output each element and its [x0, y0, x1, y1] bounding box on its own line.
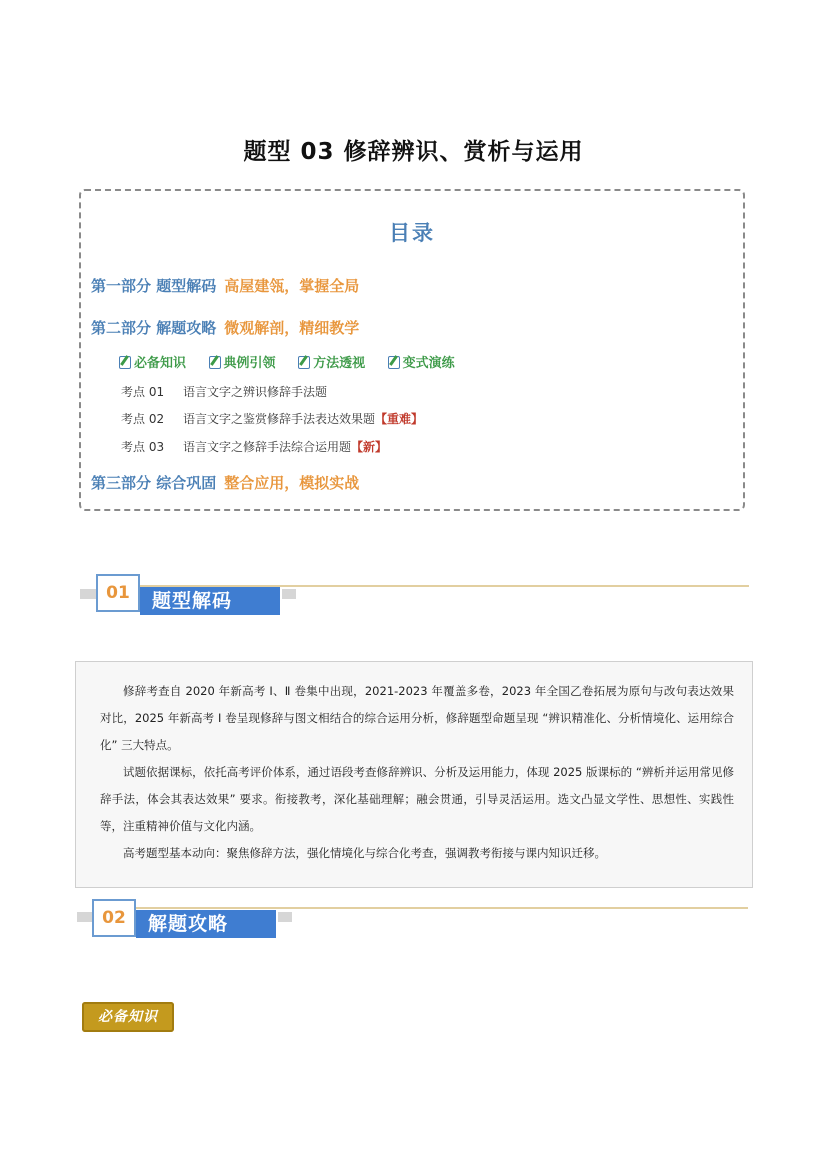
section-number: 02	[92, 899, 136, 937]
toc-point-mark: 【重难】	[375, 412, 424, 426]
section-decor	[282, 589, 296, 599]
section-title-text: 解题攻略	[148, 913, 229, 935]
section-decor	[77, 912, 93, 922]
toc-part-name: 第一部分 题型解码	[91, 277, 217, 295]
toc-tag[interactable]	[298, 352, 365, 371]
toc-point-code: 考点 01	[121, 385, 165, 399]
toc-part-3[interactable]	[91, 472, 359, 493]
edit-icon	[119, 356, 131, 369]
toc-part-slogan: 整合应用，模拟实战	[224, 474, 360, 492]
section-title-text: 题型解码	[152, 590, 233, 612]
toc-heading: 目录	[389, 221, 435, 245]
toc-point-text: 语言文字之鉴赏修辞手法表达效果题	[183, 412, 376, 426]
toc-point-code: 考点 03	[121, 440, 165, 454]
toc-part-1[interactable]	[91, 275, 359, 296]
intro-paragraph: 高考题型基本动向：聚焦修辞方法，强化情境化与综合化考查，强调教考衔接与课内知识迁移。	[123, 846, 606, 860]
intro-paragraph: 修辞考查自 2020 年新高考 Ⅰ、Ⅱ 卷集中出现，2021-2023 年覆盖多卷，2023 年全国乙卷拓展为原句与改句表达效果对比，2025 年新高考 Ⅰ 卷呈现修辞与图文相结合的综合运用分析，修辞题型命题呈现 “辨识精准化、分析情境化、运用综合化” 三大特点。	[100, 684, 734, 752]
toc-part-slogan: 高屋建瓴，掌握全局	[224, 277, 360, 295]
toc-point-2[interactable]	[121, 410, 423, 427]
toc-part-name: 第二部分 解题攻略	[91, 319, 217, 337]
document-title: 题型 03 修辞辨识、赏析与运用	[243, 139, 584, 165]
intro-panel	[75, 661, 753, 888]
section-decor	[80, 589, 96, 599]
toc-point-3[interactable]	[121, 438, 387, 455]
edit-icon	[298, 356, 310, 369]
toc-tag[interactable]	[209, 352, 276, 371]
must-know-badge: 必备知识	[82, 1002, 174, 1032]
section-title	[136, 910, 276, 938]
table-of-contents	[79, 189, 745, 511]
section-decor	[278, 912, 292, 922]
toc-tags	[119, 352, 473, 371]
toc-point-text: 语言文字之修辞手法综合运用题	[183, 440, 352, 454]
edit-icon	[388, 356, 400, 369]
intro-paragraph: 试题依据课标，依托高考评价体系，通过语段考查修辞辨识、分析及运用能力，体现 2025 版课标的 “辨析并运用常见修辞手法，体会其表达效果” 要求。衔接教考，深化基础理解；融会贯通，引导灵活运用。选文凸显文学性、思想性、实践性等，注重精神价值与文化内涵。	[100, 765, 734, 833]
toc-tag[interactable]	[388, 352, 455, 371]
toc-tag-label: 必备知识	[134, 356, 187, 371]
toc-point-mark: 【新】	[351, 440, 388, 454]
toc-point-text: 语言文字之辨识修辞手法题	[183, 385, 328, 399]
toc-tag-label: 方法透视	[313, 356, 366, 371]
toc-part-2[interactable]	[91, 317, 359, 338]
toc-point-code: 考点 02	[121, 412, 165, 426]
toc-tag-label: 变式演练	[402, 356, 455, 371]
toc-tag[interactable]	[119, 352, 186, 371]
toc-tag-label: 典例引领	[223, 356, 276, 371]
section-divider	[92, 907, 748, 909]
section-title	[140, 587, 280, 615]
toc-point-1[interactable]	[121, 383, 327, 400]
section-number: 01	[96, 574, 140, 612]
toc-part-name: 第三部分 综合巩固	[91, 474, 217, 492]
toc-part-slogan: 微观解剖，精细教学	[224, 319, 360, 337]
edit-icon	[209, 356, 221, 369]
